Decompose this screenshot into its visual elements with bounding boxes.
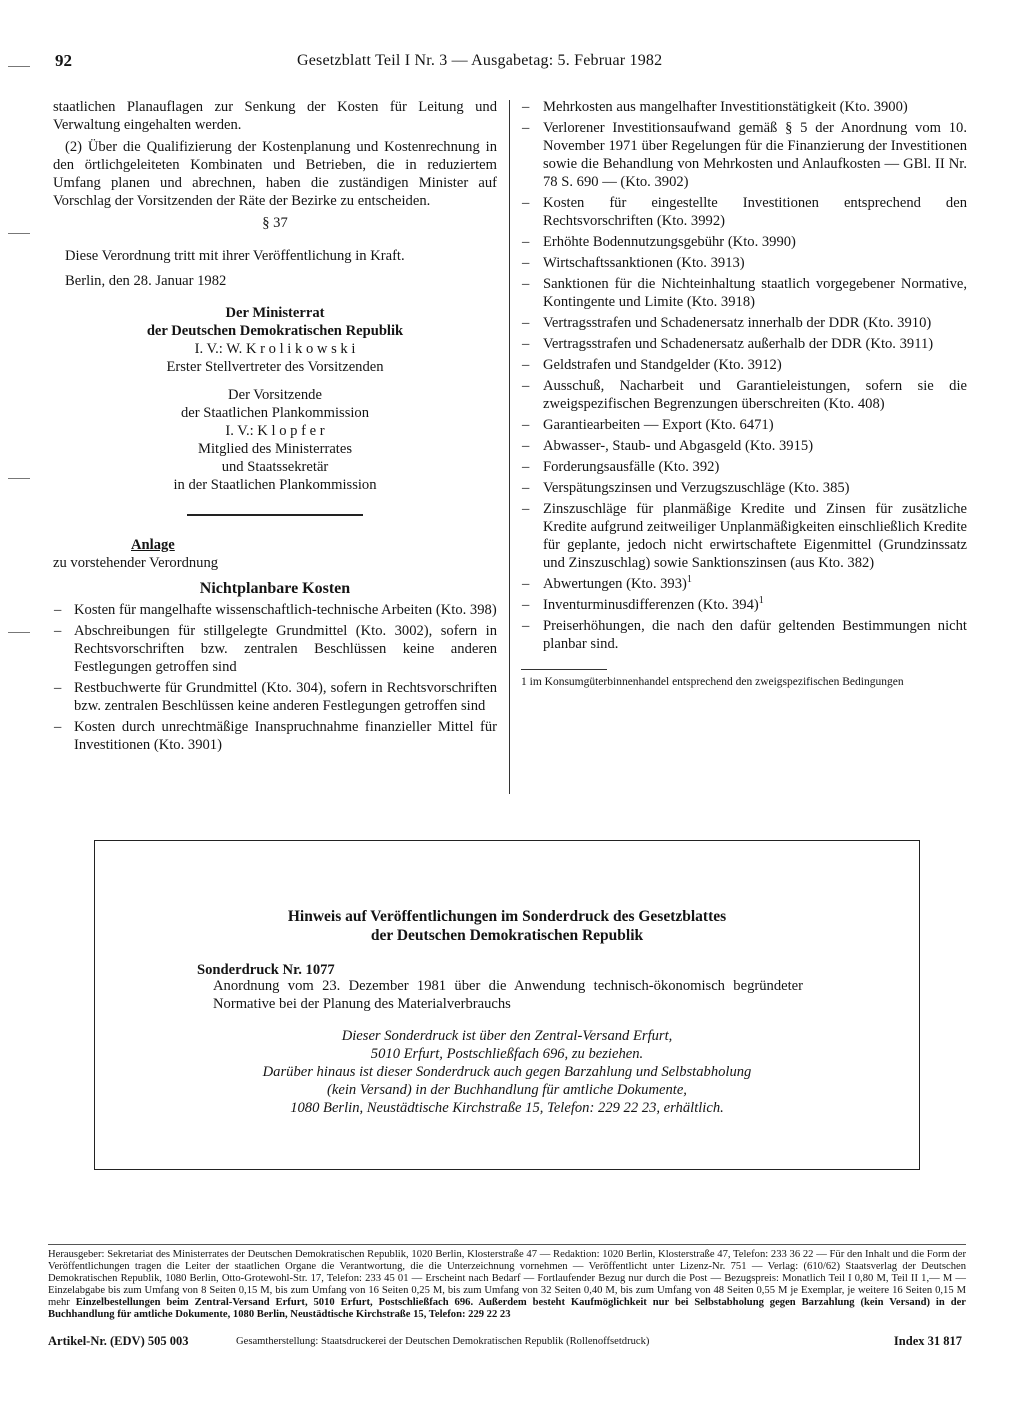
list-item: – Mehrkosten aus mangelhafter Investitionstätigkeit (Kto. 3900)	[521, 98, 967, 116]
place-date: Berlin, den 28. Januar 1982	[65, 272, 227, 289]
paragraph-continuation: staatlichen Planauflagen zur Senkung der Kosten für Leitung und Verwaltung eingehalten werden.	[53, 99, 497, 133]
signature-name: I. V.: W. K r o l i k o w s k i	[194, 341, 356, 358]
notice-title-line: der Deutschen Demokratischen Republik	[370, 927, 644, 944]
list-item: – Kosten für eingestellte Investitionen entsprechend den Rechtsvorschriften (Kto. 3992)	[521, 194, 967, 230]
list-item: – Vertragsstrafen und Schadenersatz außerhalb der DDR (Kto. 3911)	[521, 335, 967, 353]
notice-line: Dieser Sonderdruck ist über den Zentral-Versand Erfurt,	[341, 1028, 673, 1044]
notice-label: Sonderdruck Nr. 1077	[197, 962, 335, 978]
list-item: – Ausschuß, Nacharbeit und Garantieleistungen, sofern sie die zweigspezifischen Begrenzungen überschreiten (Kto. 408)	[521, 377, 967, 413]
paragraph-3: Diese Verordnung tritt mit ihrer Veröffentlichung in Kraft.	[65, 247, 405, 264]
paragraph-2: (2) Über die Qualifizierung der Kostenplanung und Kostenrechnung in den örtlichgeleiteten Kombinaten und Betrieben, die in reduziertem Umfang planen und abrechnen, haben die zuständigen Minister auf Vorschlag der Vorsitzenden der Räte der Bezirke zu entscheiden.	[53, 139, 497, 209]
header-title: Gesetzblatt Teil I Nr. 3 — Ausgabetag: 5. Februar 1982	[297, 52, 663, 69]
imprint-bottom-line	[48, 1335, 966, 1349]
list-item: – Erhöhte Bodennutzungsgebühr (Kto. 3990)	[521, 233, 967, 251]
list-item: – Kosten für mangelhafte wissenschaftlich-technische Arbeiten (Kto. 398)	[53, 601, 497, 619]
footnote-reference: 1	[686, 574, 692, 586]
imprint-ordering: Einzelbestellungen beim Zentral-Versand Erfurt, 5010 Erfurt, Postschließfach 696. Außerdem besteht Kaufmöglichkeit nur bei Selbstabholung gegen Barzahlung (kein Versand) in der Buchhandlung für amtliche Dokumente, 1080 Berlin, Neustädtische Kirchstraße 15, Telefon: 229 22 23	[48, 1297, 966, 1320]
list-item: – Verspätungszinsen und Verzugszuschläge (Kto. 385)	[521, 479, 967, 497]
list-item	[521, 575, 967, 593]
anlage-subtitle: zu vorstehender Verordnung	[53, 555, 219, 572]
list-item: – Geldstrafen und Standgelder (Kto. 3912)	[521, 356, 967, 374]
notice-title-line: Hinweis auf Veröffentlichungen im Sonderdruck des Gesetzblattes	[287, 908, 727, 925]
list-item	[521, 596, 967, 614]
sonderdruck-notice	[94, 840, 920, 1170]
footnote: 1 im Konsumgüterbinnenhandel entsprechend den zweigspezifischen Bedingungen	[521, 676, 904, 688]
list-item: – Kosten durch unrechtmäßige Inanspruchnahme finanzieller Mittel für Investitionen (Kto. 3901)	[53, 718, 497, 754]
signature-org: Der Vorsitzende	[228, 387, 322, 404]
list-item: – Garantiearbeiten — Export (Kto. 6471)	[521, 416, 967, 434]
margin-mark	[8, 66, 30, 67]
signature-role: Mitglied des Ministerrates	[197, 441, 353, 458]
signature-role: Erster Stellvertreter des Vorsitzenden	[166, 359, 384, 376]
index-number: Index 31 817	[893, 1334, 962, 1348]
list-item-text: Abwertungen (Kto. 393)	[543, 576, 687, 592]
margin-mark	[8, 478, 30, 479]
signature-block-plankommission	[53, 386, 497, 494]
list-item: – Sanktionen für die Nichteinhaltung staatlich vorgegebener Normative, Kontingente und Limite (Kto. 3918)	[521, 275, 967, 311]
page-header	[55, 52, 967, 74]
list-item: – Restbuchwerte für Grundmittel (Kto. 304), sofern in Rechtsvorschriften bzw. zentralen Beschlüssen keine anderen Festlegungen getroffen sind	[53, 679, 497, 715]
list-item: – Abwasser-, Staub- und Abgasgeld (Kto. 3915)	[521, 437, 967, 455]
margin-mark	[8, 632, 30, 633]
anlage-title: Anlage	[131, 537, 175, 554]
list-item: – Wirtschaftssanktionen (Kto. 3913)	[521, 254, 967, 272]
page-number: 92	[55, 51, 72, 70]
cost-list-right	[521, 98, 967, 653]
costs-title: Nichtplanbare Kosten	[199, 580, 351, 598]
footnote-reference: 1	[758, 595, 764, 607]
list-item: – Preiserhöhungen, die nach den dafür geltenden Bestimmungen nicht planbar sind.	[521, 617, 967, 653]
signature-org: der Deutschen Demokratischen Republik	[146, 323, 404, 340]
list-item: – Abschreibungen für stillgelegte Grundmittel (Kto. 3002), sofern in Rechtsvorschriften bzw. zentralen Beschlüssen keine anderen Festlegungen getroffen sind	[53, 622, 497, 676]
imprint	[48, 1244, 966, 1364]
signature-org: Der Ministerrat	[225, 305, 325, 322]
imprint-rule	[48, 1244, 966, 1245]
notice-line: 5010 Erfurt, Postschließfach 696, zu beziehen.	[370, 1046, 644, 1062]
article-number: Artikel-Nr. (EDV) 505 003	[48, 1334, 189, 1348]
signature-role: und Staatssekretär	[221, 459, 329, 476]
separator-rule	[187, 514, 363, 516]
footnote-rule	[521, 669, 607, 670]
signature-role: in der Staatlichen Plankommission	[173, 477, 377, 494]
left-column	[53, 98, 497, 757]
signature-org: der Staatlichen Plankommission	[180, 405, 370, 422]
signature-name: I. V.: K l o p f e r	[225, 423, 325, 440]
imprint-publisher: Herausgeber: Sekretariat des Ministerrates der Deutschen Demokratischen Republik, 1020 Berlin, Klosterstraße 47 — Redaktion: 1020 Berlin, Klosterstraße 47, Telefon: 233 36 22 — Für den Inhalt und die Form der Veröffentlichungen tragen die Leiter der staatlichen Organe die Verantwortung, die die Unterzeichnung vornehmen — Veröffentlicht unter Lizenz-Nr. 751 — Verlag: (610/62) Staatsverlag der Deutschen Demokratischen Republik, 1080 Berlin, Otto-Grotewohl-Str. 17, Telefon: 233 45 01 — Erscheint nach Bedarf — Fortlaufender Bezug nur durch die Post — Bezugspreis: Monatlich Teil I 0,80 M, Teil II 1,— M — Einzelabgabe bis zum Umfang von 8 Seiten 0,15 M, bis zum Umfang von 16 Seiten 0,25 M, bis zum Umfang von 32 Seiten 0,40 M, bis zum Umfang von 48 Seiten 0,55 M je Exemplar, je weitere 16 Seiten 0,15 M mehr	[48, 1249, 966, 1308]
right-column	[521, 98, 967, 688]
list-item: – Vertragsstrafen und Schadenersatz innerhalb der DDR (Kto. 3910)	[521, 314, 967, 332]
column-divider	[509, 100, 510, 794]
list-item-text: Inventurminusdifferenzen (Kto. 394)	[543, 597, 759, 613]
list-item: – Forderungsausfälle (Kto. 392)	[521, 458, 967, 476]
notice-line: (kein Versand) in der Buchhandlung für amtliche Dokumente,	[327, 1082, 687, 1098]
list-item: – Verlorener Investitionsaufwand gemäß § 5 der Anordnung vom 10. November 1971 über Regelungen für die Finanzierung der Investitionen sowie die Behandlung von Mehrkosten und Anlaufkosten — GBl. II Nr. 78 S. 690 — (Kto. 3902)	[521, 119, 967, 191]
signature-block-ministerrat	[53, 304, 497, 376]
notice-line: Darüber hinaus ist dieser Sonderdruck auch gegen Barzahlung und Selbstabholung	[262, 1064, 752, 1080]
notice-line: 1080 Berlin, Neustädtische Kirchstraße 15, Telefon: 229 22 23, erhältlich.	[290, 1100, 724, 1116]
list-item: – Zinszuschläge für planmäßige Kredite und Zinsen für zusätzliche Kredite aufgrund zeitweiliger Unplanmäßigkeiten einschließlich Kredite für geplante, jedoch nicht erwirtschaftete Eigenmittel (Grundzinssatz und Zinszuschlag) sowie Sanktionszinsen (aus Kto. 382)	[521, 500, 967, 572]
cost-list-left	[53, 601, 497, 754]
notice-ordering-info	[95, 1027, 919, 1117]
imprint-text	[48, 1249, 966, 1321]
printer-info: Gesamtherstellung: Staatsdruckerei der Deutschen Demokratischen Republik (Rollenoffsetdruck)	[236, 1336, 650, 1347]
notice-description: Anordnung vom 23. Dezember 1981 über die Anwendung technisch-ökonomisch begründeter Normative bei der Planung des Materialverbrauchs	[213, 978, 803, 1012]
notice-title	[95, 907, 919, 945]
section-heading: § 37	[262, 215, 288, 231]
margin-mark	[8, 233, 30, 234]
